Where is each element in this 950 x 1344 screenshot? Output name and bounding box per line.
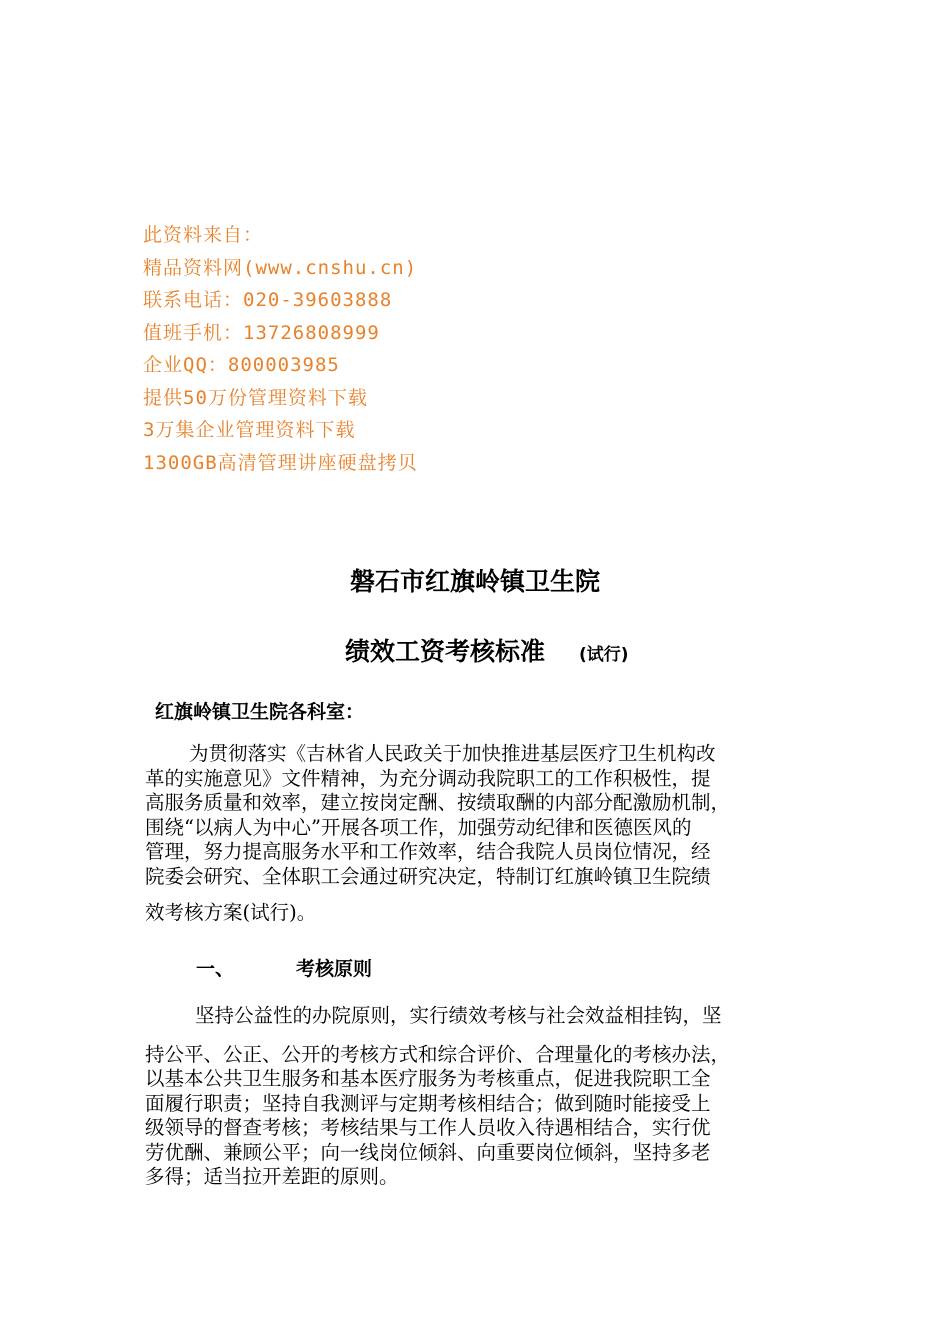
section-paragraph	[145, 1004, 805, 1190]
paragraph-line: 革的实施意见》文件精神，为充分调动我院职工的工作积极性，提	[145, 766, 711, 790]
paragraph-line: 为贯彻落实《吉林省人民政关于加快推进基层医疗卫生机构改	[189, 742, 716, 765]
paragraph-line: 级领导的督查考核；考核结果与工作人员收入待遇相结合，实行优	[145, 1116, 711, 1139]
source-info-block	[143, 219, 643, 479]
source-mobile-line: 值班手机：13726808999	[143, 321, 380, 344]
document-subtitle-note: (试行)	[579, 645, 629, 665]
recipient-line: 红旗岭镇卫生院各科室：	[155, 701, 365, 723]
document-title: 磐石市红旗岭镇卫生院	[349, 567, 600, 596]
paragraph-line: 围绕“以病人为中心”开展各项工作，加强劳动纪律和医德医风的	[145, 815, 692, 839]
document-subtitle-block	[345, 632, 629, 668]
source-offer-line: 3万集企业管理资料下载	[143, 419, 356, 441]
source-offer-line: 提供50万份管理资料下载	[143, 386, 368, 409]
section-heading	[196, 954, 372, 981]
source-website-line: 精品资料网(www.cnshu.cn)	[143, 256, 418, 279]
paragraph-line: 面履行职责；坚持自我测评与定期考核相结合；做到随时能接受上	[145, 1091, 711, 1115]
paragraph-line: 持公平、公正、公开的考核方式和综合评价、合理量化的考核办法，	[145, 1042, 731, 1066]
paragraph-line: 高服务质量和效率，建立按岗定酬、按绩取酬的内部分配激励机制，	[145, 791, 731, 814]
document-subtitle: 绩效工资考核标准	[345, 637, 546, 666]
paragraph-line: 院委会研究、全体职工会通过研究决定，特制订红旗岭镇卫生院绩	[145, 864, 711, 888]
paragraph-line: 以基本公共卫生服务和基本医疗服务为考核重点，促进我院职工全	[145, 1067, 711, 1090]
source-qq-line: 企业QQ：800003985	[143, 354, 340, 376]
paragraph-line: 坚持公益性的办院原则，实行绩效考核与社会效益相挂钩，坚	[195, 1004, 722, 1027]
intro-paragraph	[145, 742, 805, 926]
source-offer-line: 1300GB高清管理讲座硬盘拷贝	[143, 451, 418, 474]
paragraph-line: 劳优酬、兼顾公平；向一线岗位倾斜、向重要岗位倾斜，坚持多老	[145, 1140, 711, 1164]
paragraph-line: 多得；适当拉开差距的原则。	[145, 1165, 399, 1188]
paragraph-line: 效考核方案(试行)。	[145, 901, 317, 924]
section-number: 一、	[196, 958, 235, 980]
source-phone-line: 联系电话：020-39603888	[143, 289, 393, 311]
source-line: 此资料来自：	[143, 224, 264, 246]
paragraph-line: 管理，努力提高服务水平和工作效率，结合我院人员岗位情况，经	[145, 840, 711, 863]
section-title: 考核原则	[296, 958, 373, 980]
